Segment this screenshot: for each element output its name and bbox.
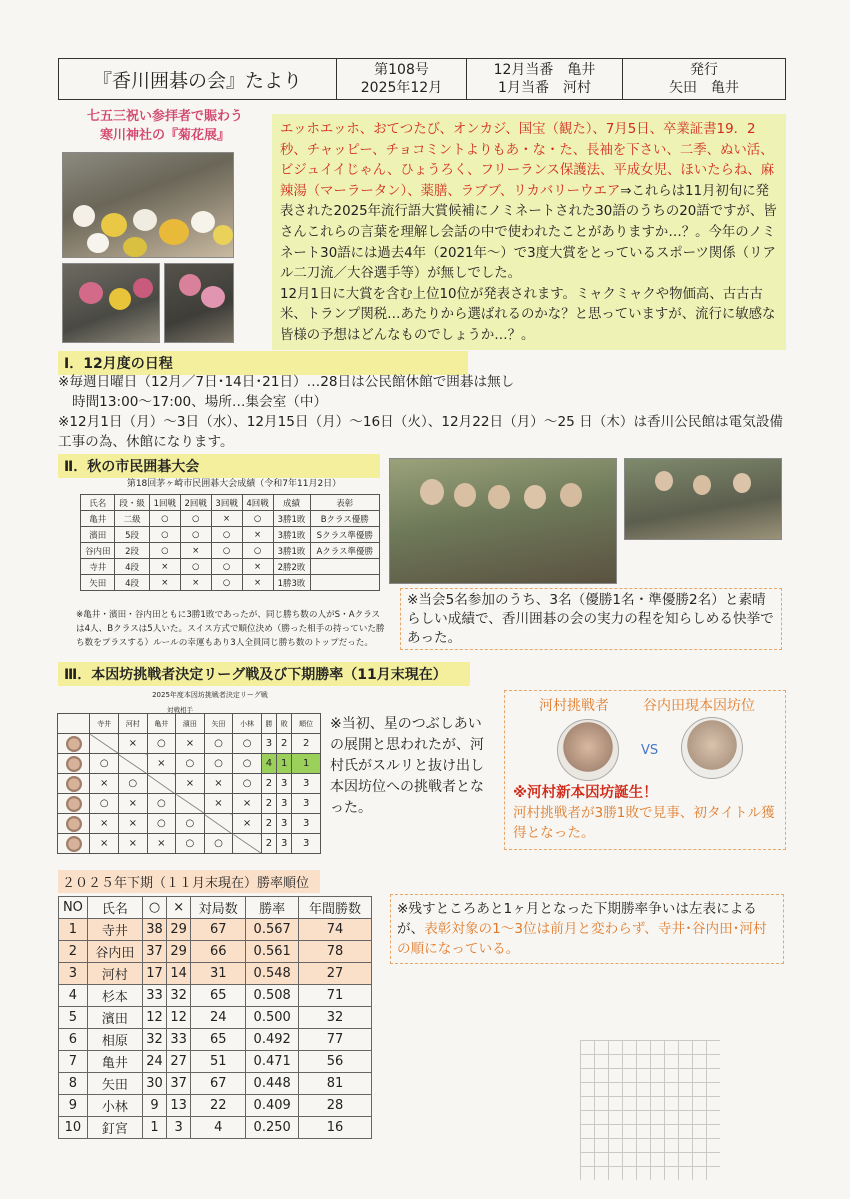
win-rate-cell: 71: [298, 985, 371, 1007]
win-rate-cell: 矢田: [87, 1073, 142, 1095]
win-rate-comment-a: ※残すところあと1ヶ月となった下期勝率争いは左表によるが、: [397, 901, 757, 937]
win-rate-cell: 0.508: [246, 985, 299, 1007]
win-rate-cell: 濱田: [87, 1007, 142, 1029]
win-rate-row: [59, 1007, 372, 1029]
tournament-header-cell: 2回戦: [180, 495, 211, 511]
win-rate-cell: 0.548: [246, 963, 299, 985]
win-rate-cell: 24: [142, 1051, 166, 1073]
tournament-cell: ×: [242, 575, 273, 591]
win-rate-cell: 相原: [87, 1029, 142, 1051]
issue-date: 2025年12月: [360, 80, 443, 96]
league-cell: ○: [176, 754, 205, 774]
league-cell: 2: [261, 794, 276, 814]
league-cell: ×: [147, 754, 176, 774]
league-cell: 2: [277, 734, 292, 754]
win-rate-cell: 32: [298, 1007, 371, 1029]
league-corner-cell: [58, 714, 90, 734]
duty-january: 1月当番 河村: [498, 80, 591, 96]
tournament-cell: 5段: [115, 527, 149, 543]
tournament-cell: 谷内田: [81, 543, 115, 559]
win-rate-cell: 33: [167, 1029, 191, 1051]
league-cell: ○: [176, 814, 205, 834]
win-rate-cell: 22: [191, 1095, 246, 1117]
schedule-line3: ※12月1日（月）～3日（水）、12月15日（月）～16日（火）、12月22日（月）～25 日（木）は香川公民館は電気設備工事の為、休館になります。: [58, 414, 784, 450]
photo-caption-line2: 寒川神社の『菊花展』: [99, 128, 230, 143]
tournament-cell: Bクラス優勝: [310, 511, 379, 527]
league-cell: [90, 734, 119, 754]
buzzword-text: ⇒これらは11月初旬に発表された2025年流行語大賞候補にノミネートされた30語のうちの20語ですが、皆さんこれらの言葉を理解し会話の中で使われたことがありますか…？。今年のノミネート30語には過去4年（2021年～）で3度大賞をとっているスポーツ関係（リアル二刀流／大谷選手等）が無しでした。: [280, 183, 777, 282]
issue-info: [337, 59, 467, 99]
league-cell: ×: [233, 794, 262, 814]
duty-december: 12月当番 亀井: [493, 62, 596, 78]
league-cell: 3: [261, 734, 276, 754]
tournament-row: [81, 511, 380, 527]
tournament-comment: ※当会5名参加のうち、3名（優勝1名・準優勝2名）と素晴らしい成績で、香川囲碁の会の実力の程を知らしめる快挙であった。: [400, 588, 782, 650]
league-table-title: 2025年度本因坊挑戦者決定リーグ戦: [152, 691, 268, 699]
player-avatar: [58, 834, 90, 854]
league-row: [58, 834, 321, 854]
holder-portrait: [681, 717, 743, 779]
win-rate-cell: 5: [59, 1007, 88, 1029]
win-rate-row: [59, 1073, 372, 1095]
challenger-label: 河村挑戦者: [539, 698, 609, 714]
win-rate-cell: 0.471: [246, 1051, 299, 1073]
win-rate-cell: 0.492: [246, 1029, 299, 1051]
player-face-icon: [66, 796, 82, 812]
win-rate-header-cell: NO: [59, 897, 88, 919]
chrysanthemum-photo-main: [62, 152, 234, 258]
win-rate-cell: 杉本: [87, 985, 142, 1007]
buzzword-list: エッホエッホ、おてつたび、オンカジ、国宝（観た）、7月5日、卒業証書19．2秒、チャッピー、チョコミントよりもあ・な・た、長袖を下さい、二季、ぬい活、ビジュイイじゃん、ひょうろく、フリーランス保護法、平成女児、ほいたらね、麻辣湯（マーラータン）、薬膳、ラブブ、リカバリーウエア: [280, 122, 775, 199]
new-champion-heading: ※河村新本因坊誕生！: [513, 785, 658, 801]
tournament-note: ※亀井・濱田・谷内田ともに3勝1敗であったが、同じ勝ち数の人がS・Aクラスは4人、Bクラスは5人いた。スイス方式で順位決め（勝った相手の持っていた勝ち数をプラスする）ルールの幸運もあり3人全員同じ勝ち数のトップだった。: [76, 610, 385, 648]
tournament-cell: ○: [211, 559, 242, 575]
tournament-cell: Aクラス準優勝: [310, 543, 379, 559]
league-comment: ※当初、星のつぶしあいの展開と思われたが、河村氏がスルリと抜け出し本因坊位への挑戦者となった。: [330, 716, 484, 816]
league-cell: ×: [90, 834, 119, 854]
newsletter-title: 『香川囲碁の会』たより: [59, 59, 337, 99]
tournament-row: [81, 543, 380, 559]
tournament-cell: 2段: [115, 543, 149, 559]
player-avatar: [58, 754, 90, 774]
win-rate-comment: [390, 894, 784, 964]
tournament-cell: ×: [149, 575, 180, 591]
league-cell: 3: [292, 794, 321, 814]
league-cell: 3: [277, 774, 292, 794]
duty-info: [467, 59, 623, 99]
league-cell: ○: [118, 774, 147, 794]
tournament-cell: ○: [149, 511, 180, 527]
tournament-cell: 1勝3敗: [273, 575, 310, 591]
win-rate-cell: 4: [59, 985, 88, 1007]
league-header-cell: 順位: [292, 714, 321, 734]
win-rate-row: [59, 1029, 372, 1051]
win-rate-cell: 0.561: [246, 941, 299, 963]
win-rate-header-cell: 勝率: [246, 897, 299, 919]
league-cell: ○: [204, 834, 233, 854]
tournament-cell: 2勝2敗: [273, 559, 310, 575]
tournament-cell: [310, 575, 379, 591]
player-face-icon: [66, 836, 82, 852]
league-header-cell: 小林: [233, 714, 262, 734]
league-header-cell: 濱田: [176, 714, 205, 734]
win-rate-cell: 9: [59, 1095, 88, 1117]
challenger-portrait: [557, 719, 619, 781]
holder-label: 谷内田現本因坊位: [643, 698, 755, 714]
league-header-cell: 寺井: [90, 714, 119, 734]
win-rate-cell: 1: [142, 1117, 166, 1139]
league-cell: 3: [277, 834, 292, 854]
tournament-cell: [310, 559, 379, 575]
tournament-cell: ×: [211, 511, 242, 527]
league-cell: ×: [176, 774, 205, 794]
win-rate-cell: 32: [167, 985, 191, 1007]
tournament-cell: 4段: [115, 559, 149, 575]
league-cell: ○: [90, 754, 119, 774]
win-rate-cell: 29: [167, 941, 191, 963]
league-cell: ×: [204, 794, 233, 814]
win-rate-cell: 亀井: [87, 1051, 142, 1073]
league-cell: [118, 754, 147, 774]
tournament-row: [81, 527, 380, 543]
tournament-table-title: 第18回茅ヶ崎市民囲碁大会成績（令和7年11月2日）: [126, 479, 342, 489]
player-avatar: [58, 774, 90, 794]
publisher-names: 矢田 亀井: [669, 80, 739, 96]
league-cell: [233, 834, 262, 854]
win-rate-cell: 3: [167, 1117, 191, 1139]
league-cell: ×: [147, 834, 176, 854]
win-rate-cell: 3: [59, 963, 88, 985]
win-rate-cell: 29: [167, 919, 191, 941]
win-rate-row: [59, 1117, 372, 1139]
player-avatar: [58, 734, 90, 754]
league-cell: ○: [204, 754, 233, 774]
league-cell: ○: [233, 774, 262, 794]
league-cell: 2: [261, 774, 276, 794]
tournament-cell: ×: [149, 559, 180, 575]
win-rate-cell: 32: [142, 1029, 166, 1051]
win-rate-cell: 小林: [87, 1095, 142, 1117]
section2-title: Ⅱ．秋の市民囲碁大会: [58, 454, 380, 478]
league-cell: ×: [118, 734, 147, 754]
tournament-cell: 矢田: [81, 575, 115, 591]
buzzword-intro: [272, 114, 786, 350]
league-cell: ○: [176, 834, 205, 854]
tournament-cell: 3勝1敗: [273, 527, 310, 543]
tournament-cell: Sクラス準優勝: [310, 527, 379, 543]
win-rate-cell: 17: [142, 963, 166, 985]
tournament-cell: 3勝1敗: [273, 543, 310, 559]
new-champion-text: 河村挑戦者が3勝1敗で見事、初タイトル獲得となった。: [513, 805, 775, 841]
win-rate-cell: 74: [298, 919, 371, 941]
win-rate-row: [59, 919, 372, 941]
league-cell: 2: [292, 734, 321, 754]
tournament-header-cell: 表彰: [310, 495, 379, 511]
league-cell: ×: [90, 774, 119, 794]
tournament-cell: 3勝1敗: [273, 511, 310, 527]
league-cell: ○: [90, 794, 119, 814]
league-cell: ×: [118, 794, 147, 814]
win-rate-header-cell: 年間勝数: [298, 897, 371, 919]
tournament-cell: ○: [149, 543, 180, 559]
win-rate-cell: 27: [298, 963, 371, 985]
league-cell: ○: [147, 734, 176, 754]
league-row: [58, 754, 321, 774]
league-header-cell: 亀井: [147, 714, 176, 734]
tournament-header-cell: 段・級: [115, 495, 149, 511]
group-photo-three-winners: [624, 458, 782, 540]
league-cell: ○: [233, 734, 262, 754]
section3-title: Ⅲ．本因坊挑戦者決定リーグ戦及び下期勝率（11月末現在）: [58, 662, 470, 686]
honinbo-match-box: [504, 690, 786, 850]
tournament-cell: 4段: [115, 575, 149, 591]
win-rate-header-cell: ○: [142, 897, 166, 919]
win-rate-cell: 1: [59, 919, 88, 941]
league-row: [58, 774, 321, 794]
win-rate-cell: 28: [298, 1095, 371, 1117]
chrysanthemum-photo-small-1: [62, 263, 160, 343]
league-cell: 2: [261, 814, 276, 834]
league-opponent-label: 対戦相手: [167, 706, 193, 714]
win-rate-row: [59, 941, 372, 963]
tournament-header-cell: 氏名: [81, 495, 115, 511]
league-cell: ×: [233, 814, 262, 834]
player-face-icon: [66, 736, 82, 752]
league-cell: 3: [292, 834, 321, 854]
win-rate-cell: 77: [298, 1029, 371, 1051]
publisher-label: 発行: [690, 62, 718, 78]
league-cell: 1: [292, 754, 321, 774]
win-rate-cell: 12: [167, 1007, 191, 1029]
win-rate-cell: 78: [298, 941, 371, 963]
league-row: [58, 734, 321, 754]
league-cell: ○: [204, 734, 233, 754]
win-rate-cell: 釘宮: [87, 1117, 142, 1139]
league-cell: ○: [147, 794, 176, 814]
player-face-icon: [66, 756, 82, 772]
tournament-cell: ○: [180, 527, 211, 543]
win-rate-cell: 0.409: [246, 1095, 299, 1117]
publisher-info: [623, 59, 785, 99]
win-rate-cell: 56: [298, 1051, 371, 1073]
league-cell: 3: [292, 814, 321, 834]
group-photo-five-players: [389, 458, 617, 584]
league-cell: ×: [176, 734, 205, 754]
win-rate-cell: 51: [191, 1051, 246, 1073]
win-rate-cell: 4: [191, 1117, 246, 1139]
league-cell: 1: [277, 754, 292, 774]
league-cell: ○: [233, 754, 262, 774]
win-rate-cell: 66: [191, 941, 246, 963]
win-rate-row: [59, 1095, 372, 1117]
win-rate-cell: 10: [59, 1117, 88, 1139]
win-rate-cell: 65: [191, 1029, 246, 1051]
win-rate-row: [59, 985, 372, 1007]
tournament-results-table: [80, 494, 380, 591]
league-cell: 3: [292, 774, 321, 794]
newsletter-header: [58, 58, 786, 100]
tournament-row: [81, 559, 380, 575]
win-rate-cell: 12: [142, 1007, 166, 1029]
win-rate-cell: 30: [142, 1073, 166, 1095]
league-cell: 2: [261, 834, 276, 854]
win-rate-cell: 31: [191, 963, 246, 985]
tournament-header-cell: 1回戦: [149, 495, 180, 511]
league-cell: [204, 814, 233, 834]
win-rate-comment-b: 表彰対象の1～3位は前月と変わらず、寺井･谷内田･河村の順になっている。: [397, 921, 767, 957]
win-rate-cell: 6: [59, 1029, 88, 1051]
go-board-diagram: [580, 1040, 720, 1180]
league-cell: ×: [90, 814, 119, 834]
league-header-cell: 敗: [277, 714, 292, 734]
win-rate-cell: 0.500: [246, 1007, 299, 1029]
tournament-cell: ○: [211, 575, 242, 591]
tournament-cell: ○: [149, 527, 180, 543]
league-cell: 3: [277, 794, 292, 814]
chrysanthemum-photo-small-2: [164, 263, 234, 343]
win-rate-cell: 寺井: [87, 919, 142, 941]
win-rate-cell: 37: [167, 1073, 191, 1095]
win-rate-cell: 0.448: [246, 1073, 299, 1095]
win-rate-row: [59, 963, 372, 985]
tournament-cell: ○: [180, 559, 211, 575]
win-rate-table: [58, 896, 372, 1139]
player-face-icon: [66, 776, 82, 792]
tournament-row: [81, 575, 380, 591]
tournament-header-cell: 4回戦: [242, 495, 273, 511]
schedule-line2: 時間13:00～17:00、場所…集会室（中）: [72, 394, 328, 410]
win-rate-header-cell: 対局数: [191, 897, 246, 919]
league-cell: ×: [118, 814, 147, 834]
league-table: [57, 713, 321, 854]
tournament-cell: 寺井: [81, 559, 115, 575]
win-rate-cell: 65: [191, 985, 246, 1007]
tournament-cell: 濱田: [81, 527, 115, 543]
league-cell: [176, 794, 205, 814]
win-rate-cell: 16: [298, 1117, 371, 1139]
buzzword-text2: 12月1日に大賞を含む上位10位が発表されます。ミャクミャクや物価高、古古古米、トランプ関税…あたりから選ばれるのかな？と思っていますが、流行に敏感な皆様の予想はどんなものでしょうか…？。: [280, 286, 776, 343]
league-cell: ×: [118, 834, 147, 854]
issue-number: 第108号: [374, 62, 429, 78]
league-row: [58, 794, 321, 814]
win-rate-cell: 38: [142, 919, 166, 941]
tournament-cell: 二級: [115, 511, 149, 527]
tournament-cell: ×: [242, 527, 273, 543]
win-rate-cell: 9: [142, 1095, 166, 1117]
tournament-cell: ×: [242, 559, 273, 575]
win-rate-cell: 13: [167, 1095, 191, 1117]
win-rate-cell: 河村: [87, 963, 142, 985]
photo-caption: [60, 107, 270, 145]
league-header-cell: 矢田: [204, 714, 233, 734]
league-header-cell: 勝: [261, 714, 276, 734]
win-rate-cell: 27: [167, 1051, 191, 1073]
win-rate-cell: 67: [191, 1073, 246, 1095]
win-rate-header-cell: 氏名: [87, 897, 142, 919]
tournament-cell: ×: [180, 543, 211, 559]
tournament-cell: 亀井: [81, 511, 115, 527]
win-rate-cell: 14: [167, 963, 191, 985]
league-header-cell: 河村: [118, 714, 147, 734]
tournament-header-cell: 成績: [273, 495, 310, 511]
tournament-cell: ○: [211, 543, 242, 559]
league-cell: ○: [147, 814, 176, 834]
tournament-cell: ×: [180, 575, 211, 591]
section1-title: Ⅰ．12月度の日程: [58, 351, 468, 375]
tournament-cell: ○: [180, 511, 211, 527]
photo-caption-line1: 七五三祝い参拝者で賑わう: [86, 109, 243, 124]
player-face-icon: [66, 816, 82, 832]
tournament-header-cell: 3回戦: [211, 495, 242, 511]
player-avatar: [58, 794, 90, 814]
tournament-cell: ○: [242, 543, 273, 559]
win-rate-cell: 2: [59, 941, 88, 963]
league-cell: [147, 774, 176, 794]
league-cell: 3: [277, 814, 292, 834]
section1-body: [58, 372, 786, 452]
league-row: [58, 814, 321, 834]
player-avatar: [58, 814, 90, 834]
schedule-line1: ※毎週日曜日（12月／7日･14日･21日）…28日は公民館休館で囲碁は無し: [58, 374, 515, 390]
win-rate-cell: 0.567: [246, 919, 299, 941]
league-cell: 4: [261, 754, 276, 774]
win-rate-cell: 37: [142, 941, 166, 963]
win-rate-header-cell: ×: [167, 897, 191, 919]
win-rate-cell: 8: [59, 1073, 88, 1095]
vs-label: VS: [641, 743, 659, 758]
win-rate-cell: 0.250: [246, 1117, 299, 1139]
win-rate-cell: 81: [298, 1073, 371, 1095]
league-cell: ×: [204, 774, 233, 794]
win-rate-cell: 谷内田: [87, 941, 142, 963]
win-rate-cell: 67: [191, 919, 246, 941]
win-rate-cell: 33: [142, 985, 166, 1007]
win-rate-row: [59, 1051, 372, 1073]
win-rate-cell: 7: [59, 1051, 88, 1073]
tournament-cell: ○: [211, 527, 242, 543]
win-rate-cell: 24: [191, 1007, 246, 1029]
win-rate-title: ２０２５年下期（１１月末現在）勝率順位: [58, 870, 320, 893]
tournament-cell: ○: [242, 511, 273, 527]
